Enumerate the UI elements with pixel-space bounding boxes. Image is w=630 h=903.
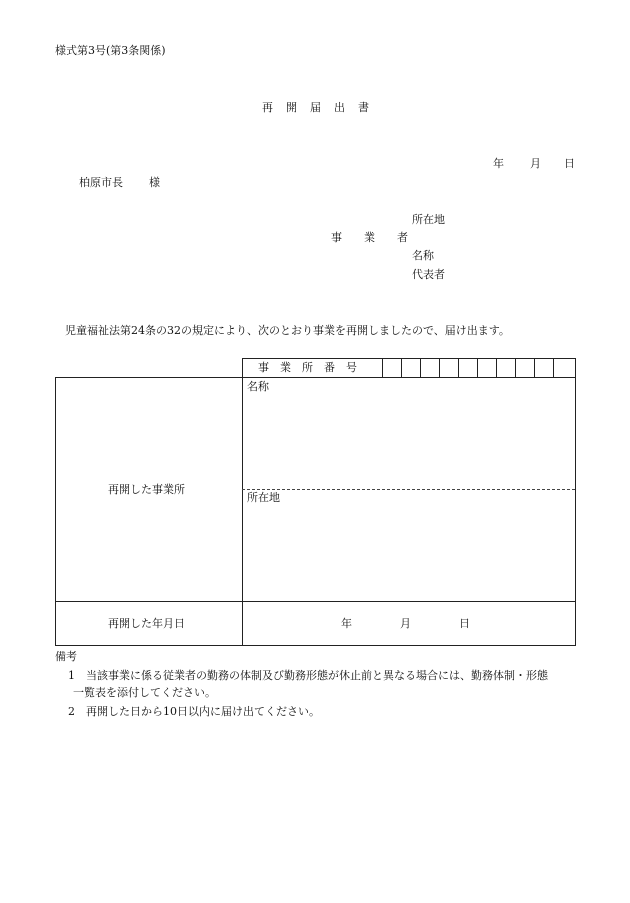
office-number-box-divider: [553, 358, 554, 377]
applicant-location-label: 所在地: [412, 213, 445, 226]
office-number-box-divider: [382, 358, 383, 377]
reopened-office-label: 再開した事業所: [108, 483, 185, 496]
office-number-box-divider: [515, 358, 516, 377]
note-text-continued: 一覧表を添付してください。: [73, 686, 216, 699]
applicant-representative-label: 代表者: [412, 268, 445, 281]
table-row-divider: [55, 601, 576, 602]
addressee-honorific: 様: [149, 176, 160, 189]
office-number-box-divider: [534, 358, 535, 377]
dashed-divider: [242, 489, 575, 490]
statement-text: 児童福祉法第24条の32の規定により、次のとおり事業を再開しましたので、届け出ます。: [65, 324, 510, 337]
office-number-box-divider: [420, 358, 421, 377]
office-number-box-divider: [496, 358, 497, 377]
office-number-box-divider: [477, 358, 478, 377]
table-border-main-top: [55, 377, 576, 378]
office-location-label: 所在地: [247, 491, 280, 504]
applicant-name-label: 名称: [412, 249, 434, 262]
table-border-right: [575, 358, 576, 646]
note-text: 当該事業に係る従業者の勤務の体制及び勤務形態が休止前と異なる場合には、勤務体制・形態: [86, 669, 548, 682]
office-number-box-divider: [439, 358, 440, 377]
applicant-label: 事 業 者: [331, 231, 408, 244]
date-day: 日: [564, 157, 575, 170]
table-divider-vertical: [242, 358, 243, 646]
reopened-date-label: 再開した年月日: [108, 617, 185, 630]
reopened-date-day: 日: [459, 617, 470, 630]
date-year: 年: [493, 157, 504, 170]
notes-heading: 備考: [55, 650, 77, 663]
table-border-left: [55, 377, 56, 646]
table-border-bottom: [55, 645, 576, 646]
reopened-date-year: 年: [341, 617, 352, 630]
form-number: 様式第3号(第3条関係): [55, 44, 166, 57]
page-title: 再 開 届 出 書: [262, 101, 370, 114]
office-number-box-divider: [401, 358, 402, 377]
note-number: 2: [68, 705, 75, 718]
office-name-label: 名称: [247, 380, 269, 393]
table-border-top: [242, 358, 576, 359]
note-number: 1: [68, 669, 75, 682]
office-number-label: 事 業 所 番 号: [258, 361, 357, 374]
note-text: 再開した日から10日以内に届け出てください。: [86, 705, 320, 718]
office-number-box-divider: [458, 358, 459, 377]
reopened-date-month: 月: [400, 617, 411, 630]
addressee-name: 柏原市長: [79, 176, 123, 189]
date-month: 月: [530, 157, 541, 170]
